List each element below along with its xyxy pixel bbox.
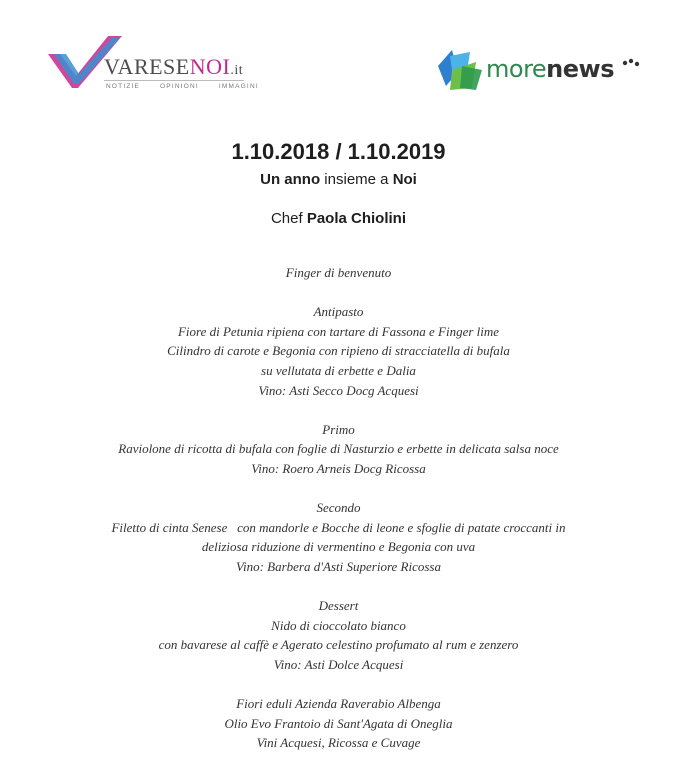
credit-line: Vini Acquesi, Ricossa e Cuvage (256, 735, 421, 751)
menu-item: deliziosa riduzione di vermentino e Begonia con uva (201, 539, 476, 555)
menu-item: Nido di cioccolato bianco (271, 617, 406, 633)
page-subtitle: Un anno insieme a Noi (260, 171, 417, 188)
menu-item: con bavarese al caffè e Agerato celestino profumato al rum e zenzero (158, 637, 519, 653)
page-title: 1.10.2018 / 1.10.2019 (231, 139, 446, 164)
wine-pairing: Vino: Asti Dolce Acquesi (273, 656, 404, 672)
varesenoi-logo (46, 34, 259, 94)
wine-pairing: Vino: Asti Secco Docg Acquesi (258, 382, 419, 398)
chef-line: Chef Paola Chiolini (270, 210, 407, 227)
menu-item: su vellutata di erbette e Dalia (261, 362, 416, 378)
credit-line: Fiori eduli Azienda Raverabio Albenga (236, 696, 441, 712)
course-heading-secondo: Secondo (316, 500, 361, 516)
varesenoi-tagline: NOTIZIE OPINIONI IMMAGINI (106, 83, 259, 90)
menu-item: Fiore di Petunia ripiena con tartare di Fassona e Finger lime (177, 323, 500, 339)
menu-item: Cilindro di carote e Begonia con ripieno di stracciatella di bufala (167, 343, 510, 359)
leaf-logo-icon (436, 48, 486, 92)
menu-item: Filetto di cinta Senese con mandorle e Bocche di leone e sfoglie di patate croccanti in (111, 519, 566, 535)
morenews-logo (436, 48, 646, 92)
credit-line: Olio Evo Frantoio di Sant'Agata di Oneglia (224, 715, 453, 731)
menu-body (0, 263, 677, 753)
wine-pairing: Vino: Barbera d'Asti Superiore Ricossa (236, 558, 441, 574)
varesenoi-wordmark: VARESENOI.it (104, 54, 244, 79)
menu-welcome: Finger di benvenuto (285, 265, 392, 280)
dots-icon (622, 58, 640, 68)
course-heading-dessert: Dessert (318, 598, 359, 614)
course-heading-antipasto: Antipasto (313, 304, 364, 320)
wine-pairing: Vino: Roero Arneis Docg Ricossa (251, 460, 426, 476)
morenews-wordmark: morenews (486, 55, 614, 83)
menu-item: Raviolone di ricotta di bufala con foglie di Nasturzio e erbette in delicata salsa noce (118, 441, 559, 457)
logo-divider (104, 80, 244, 81)
course-heading-primo: Primo (322, 421, 355, 437)
